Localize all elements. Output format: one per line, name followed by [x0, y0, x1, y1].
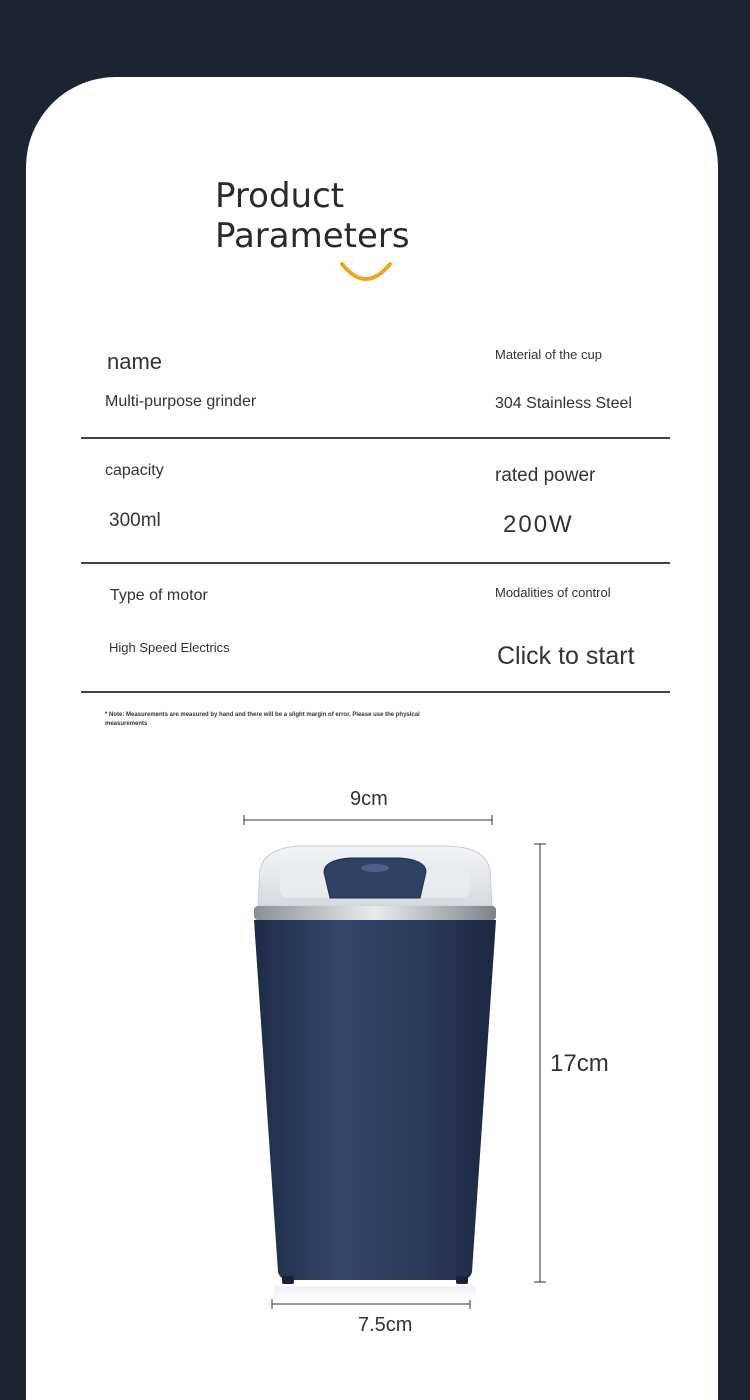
height-dimension-line — [532, 840, 548, 1286]
param-value-motor: High Speed Electrics — [109, 640, 230, 655]
row-divider-1 — [81, 437, 670, 439]
param-label-material: Material of the cup — [495, 347, 602, 362]
param-value-name: Multi-purpose grinder — [105, 393, 257, 410]
param-label-capacity: capacity — [105, 462, 164, 479]
title-line-1: Product — [215, 176, 345, 216]
measurement-note: * Note: Measurements are measured by hand and there will be a slight margin of error. Please use the physical measurements — [105, 712, 420, 727]
param-value-power: 200W — [503, 511, 574, 538]
param-label-motor: Type of motor — [110, 587, 208, 604]
width-dimension-line — [240, 814, 496, 826]
dimension-height: 17cm — [550, 1050, 609, 1077]
page-title — [215, 176, 410, 256]
dimension-top-width: 9cm — [350, 788, 388, 810]
row-divider-2 — [81, 562, 670, 564]
param-value-control: Click to start — [497, 642, 635, 670]
title-line-2: Parameters — [215, 216, 410, 256]
dimension-bottom-width: 7.5cm — [358, 1314, 413, 1336]
param-label-control: Modalities of control — [495, 585, 611, 600]
param-value-capacity: 300ml — [109, 510, 161, 531]
grinder-product-image — [240, 840, 510, 1300]
param-label-power: rated power — [495, 465, 596, 486]
param-label-name: name — [107, 349, 163, 374]
smile-arc-icon — [338, 258, 394, 286]
row-divider-3 — [81, 691, 670, 693]
param-value-material: 304 Stainless Steel — [495, 395, 632, 412]
